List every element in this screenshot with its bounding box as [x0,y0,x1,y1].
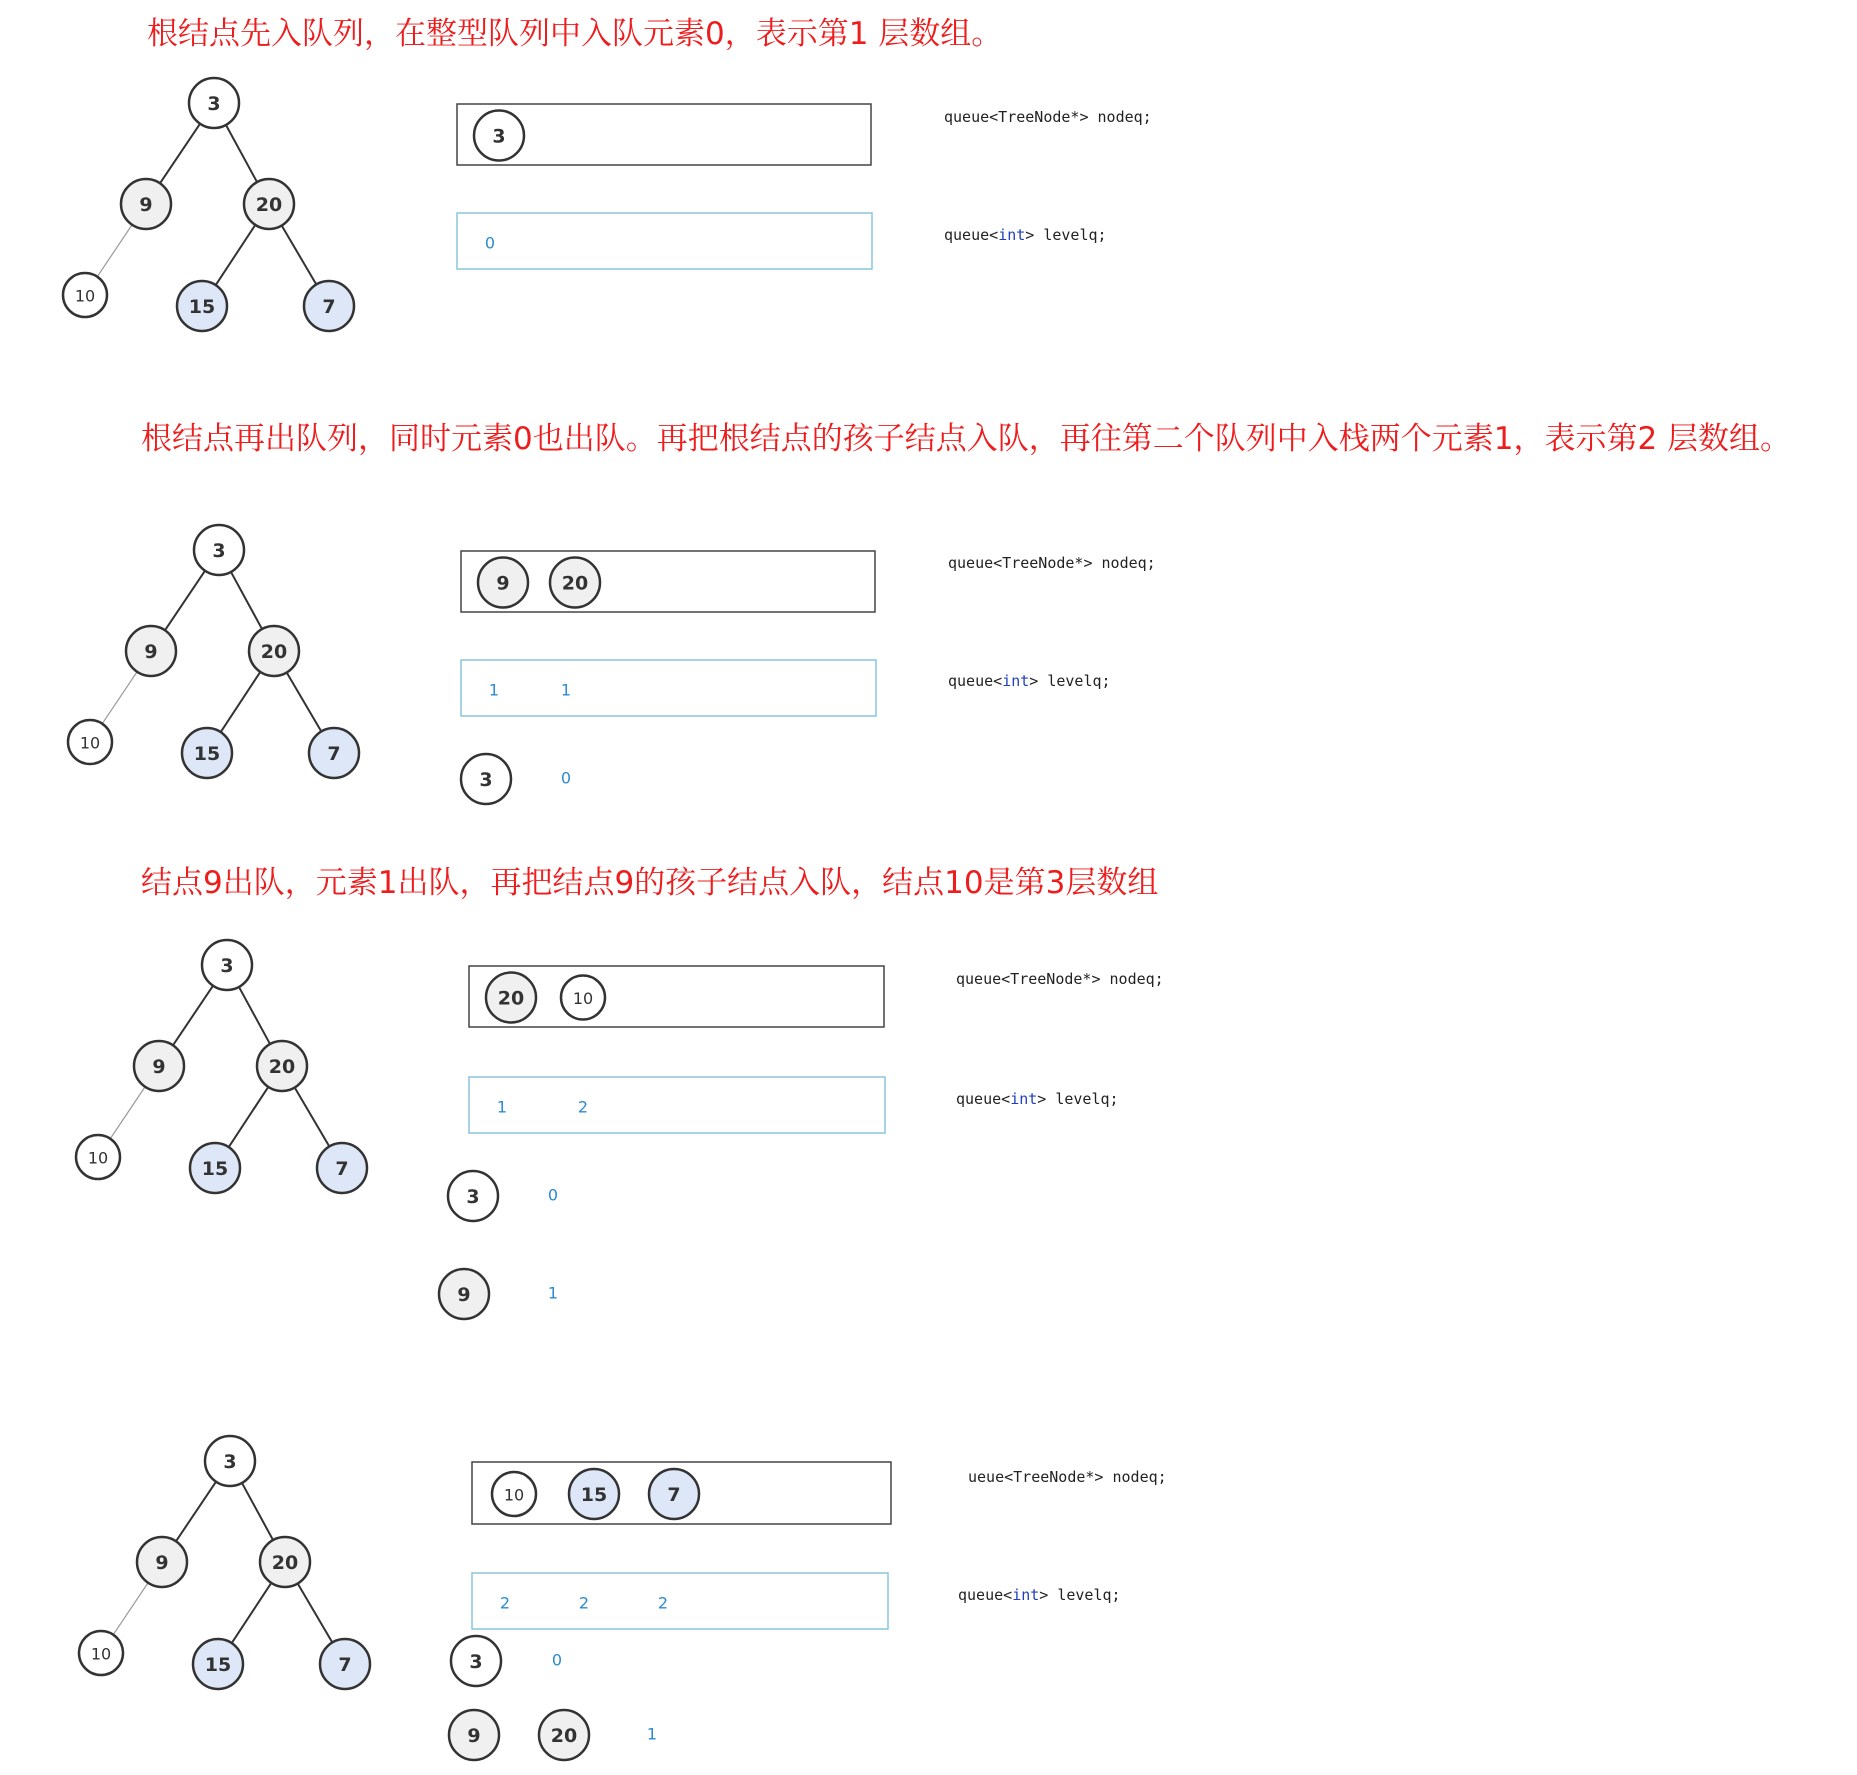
tree-edge [216,225,256,285]
level-value: 2 [499,1593,511,1613]
dequeued-row [448,1171,558,1221]
tree-node-9 [137,1537,187,1587]
svg-text:3: 3 [469,1651,483,1673]
svg-text:20: 20 [255,194,283,216]
nodeq-declaration: queue<TreeNode*> nodeq; [944,108,1152,126]
level-value: 1 [560,680,572,700]
levelq-declaration: queue<int> levelq; [948,672,1111,690]
binary-tree [63,78,354,331]
tree-node-9 [126,626,176,676]
dequeued-level-value: 0 [551,1650,563,1670]
svg-text:20: 20 [268,1056,296,1078]
step-2 [68,421,1791,804]
svg-text:7: 7 [338,1654,352,1676]
svg-text:3: 3 [207,93,221,115]
svg-text:9: 9 [467,1725,481,1747]
svg-text:15: 15 [193,743,221,765]
level-value: 1 [488,680,500,700]
svg-text:20: 20 [561,572,589,595]
queued-node-3 [474,111,524,161]
tree-node-10 [76,1135,120,1179]
svg-text:9: 9 [457,1284,471,1306]
svg-text:9: 9 [152,1056,166,1078]
svg-text:9: 9 [144,641,158,663]
tree-node-15 [177,281,227,331]
svg-text:3: 3 [220,955,234,977]
level-queue-box [457,213,872,269]
level-queue-box [469,1077,885,1133]
dequeued-level-value: 0 [560,768,572,788]
svg-text:3: 3 [492,125,506,148]
tree-edge [102,672,137,724]
dequeued-level-value: 1 [646,1724,658,1744]
tree-edge [231,572,262,629]
tree-node-7 [317,1143,367,1193]
tree-node-10 [68,720,112,764]
level-value: 2 [577,1097,589,1117]
tree-edge [232,1583,272,1643]
svg-text:9: 9 [139,194,153,216]
dequeued-row [461,754,571,804]
svg-text:10: 10 [74,286,96,306]
svg-text:7: 7 [667,1484,681,1506]
queued-node-10 [561,976,605,1020]
tree-edge [229,1087,269,1147]
step-caption: 根结点再出队列，同时元素0也出队。再把根结点的孩子结点入队，再往第二个队列中入栈两个元素1，表示第2 层数组。 [141,421,1792,457]
tree-node-7 [309,728,359,778]
nodeq-declaration: ueue<TreeNode*> nodeq; [968,1468,1167,1486]
tree-node-3 [194,525,244,575]
tree-node-3 [202,940,252,990]
tree-edge [242,1483,273,1540]
svg-text:10: 10 [90,1644,112,1664]
tree-node-15 [182,728,232,778]
queued-node-10 [492,1472,536,1516]
binary-tree [68,525,359,778]
svg-text:10: 10 [572,989,594,1008]
tree-node-15 [193,1639,243,1689]
dequeued-node-20 [539,1710,589,1760]
tree-node-3 [189,78,239,128]
tree-edge [282,226,317,285]
svg-text:3: 3 [479,769,493,791]
svg-text:9: 9 [155,1552,169,1574]
svg-text:20: 20 [271,1552,299,1574]
tree-node-9 [121,179,171,229]
svg-text:20: 20 [260,641,288,663]
levelq-declaration: queue<int> levelq; [956,1090,1119,1108]
tree-node-15 [190,1143,240,1193]
tree-edge [239,987,270,1044]
tree-edge [287,673,322,732]
tree-edge [110,1087,145,1139]
svg-text:10: 10 [87,1148,109,1168]
queued-node-9 [478,558,528,608]
level-queue-box [472,1573,888,1629]
queued-node-15 [569,1469,619,1519]
svg-text:15: 15 [204,1654,232,1676]
step-4 [79,1436,1167,1760]
nodeq-declaration: queue<TreeNode*> nodeq; [956,970,1164,988]
dequeued-row [451,1636,562,1686]
dequeued-level-value: 0 [547,1185,559,1205]
levelq-declaration: queue<int> levelq; [944,226,1107,244]
step-1 [63,16,1152,331]
svg-text:15: 15 [580,1484,608,1506]
svg-text:7: 7 [322,296,336,318]
queued-node-20 [550,558,600,608]
dequeued-node-9 [439,1269,489,1319]
tree-edge [97,225,132,277]
tree-edge [298,1584,333,1643]
tree-edge [113,1583,148,1635]
tree-node-20 [257,1041,307,1091]
dequeued-row [449,1710,657,1760]
svg-text:10: 10 [79,733,101,753]
dequeued-node-9 [449,1710,499,1760]
svg-text:7: 7 [335,1158,349,1180]
level-value: 2 [578,1593,590,1613]
tree-node-20 [244,179,294,229]
svg-text:20: 20 [497,987,525,1010]
svg-text:15: 15 [201,1158,229,1180]
tree-node-10 [79,1631,123,1675]
svg-text:15: 15 [188,296,216,318]
tree-edge [221,672,261,732]
svg-text:9: 9 [496,572,510,595]
svg-text:7: 7 [327,743,341,765]
binary-tree [76,940,367,1193]
level-value: 0 [484,233,496,253]
svg-text:3: 3 [212,540,226,562]
dequeued-node-3 [451,1636,501,1686]
level-value: 2 [657,1593,669,1613]
dequeued-node-3 [461,754,511,804]
svg-text:3: 3 [223,1451,237,1473]
tree-node-20 [249,626,299,676]
level-value: 1 [496,1097,508,1117]
tree-edge [160,124,200,184]
tree-edge [226,125,257,182]
nodeq-declaration: queue<TreeNode*> nodeq; [948,554,1156,572]
dequeued-node-3 [448,1171,498,1221]
tree-node-10 [63,273,107,317]
binary-tree [79,1436,370,1689]
tree-node-3 [205,1436,255,1486]
dequeued-row [439,1269,558,1319]
tree-edge [176,1482,216,1542]
step-caption: 根结点先入队列，在整型队列中入队元素0，表示第1 层数组。 [147,16,1003,52]
queued-node-7 [649,1469,699,1519]
step-3 [76,865,1164,1319]
svg-text:20: 20 [550,1725,578,1747]
tree-edge [165,571,205,631]
tree-node-9 [134,1041,184,1091]
svg-text:10: 10 [503,1485,525,1505]
tree-node-7 [304,281,354,331]
tree-edge [173,986,213,1046]
tree-node-20 [260,1537,310,1587]
tree-node-7 [320,1639,370,1689]
queued-node-20 [486,973,536,1023]
level-queue-box [461,660,876,716]
step-caption: 结点9出队，元素1出队，再把结点9的孩子结点入队，结点10是第3层数组 [141,865,1159,901]
dequeued-level-value: 1 [547,1283,559,1303]
levelq-declaration: queue<int> levelq; [958,1586,1121,1604]
svg-text:3: 3 [466,1186,480,1208]
tree-edge [295,1088,330,1147]
